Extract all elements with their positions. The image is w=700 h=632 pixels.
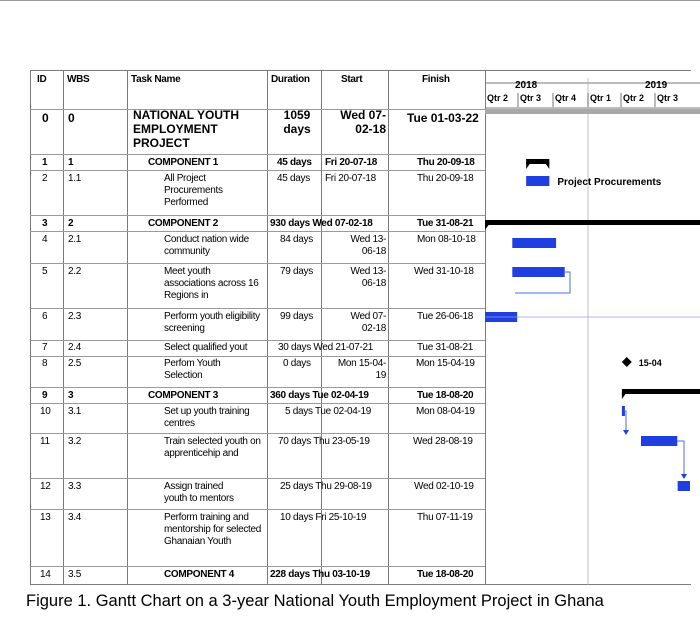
row-10-task: Set up youth training centres [164, 406, 250, 429]
row-sep [30, 433, 485, 434]
row-9-wbs: 3 [68, 390, 74, 401]
row-9-task: COMPONENT 3 [148, 390, 219, 401]
row-2-id: 2 [42, 173, 48, 184]
year-label-2019: 2019 [645, 80, 668, 91]
col-sep [127, 70, 128, 585]
row-10-id: 10 [40, 406, 51, 417]
row-12-id: 12 [40, 481, 51, 492]
row-8-finish: Mon 15-04-19 [416, 358, 475, 369]
row-5-duration: 79 days [280, 266, 313, 277]
row-0-start: Wed 07-02-18 [340, 108, 386, 136]
row-sep [30, 356, 485, 357]
figure-caption: Figure 1. Gantt Chart on a 3-year National Youth Employment Project in Ghana [26, 592, 604, 610]
row-8-id: 8 [42, 358, 48, 369]
row-0-finish: Tue 01-03-22 [407, 111, 479, 125]
row-sep [30, 154, 485, 155]
row-1-wbs: 1 [68, 157, 74, 168]
row-sep [30, 509, 485, 510]
row-6-task: Perform youth eligibility screening [164, 311, 260, 334]
row-6-id: 6 [42, 311, 48, 322]
row-sep [30, 215, 485, 216]
summary-bar-project [485, 109, 700, 114]
row-12-duration-start: 25 days Thu 29-08-19 [280, 481, 372, 492]
quarter-label: Qtr 1 [590, 93, 612, 103]
row-6-start: Wed 07-02-18 [350, 311, 386, 334]
row-9-id: 9 [42, 390, 48, 401]
row-2-finish: Thu 20-09-18 [417, 173, 474, 184]
gantt-chart [485, 70, 700, 585]
top-border [0, 0, 700, 1]
header-task-name: Task Name [131, 74, 181, 85]
dependency-link [677, 441, 684, 478]
col-sep [63, 70, 64, 585]
row-1-id: 1 [42, 157, 48, 168]
quarter-label: Qtr 2 [487, 93, 509, 103]
row-7-id: 7 [42, 342, 48, 353]
row-11-id: 11 [40, 436, 50, 447]
row-7-task: Select qualified yout [164, 342, 248, 353]
row-1-start: Fri 20-07-18 [325, 157, 377, 168]
row-sep [30, 566, 485, 567]
row-13-id: 13 [40, 512, 51, 523]
quarter-label: Qtr 2 [623, 93, 645, 103]
row-12-finish: Wed 02-10-19 [414, 481, 474, 492]
header-duration: Duration [271, 74, 310, 85]
row-4-wbs: 2.1 [68, 234, 82, 245]
row-8-wbs: 2.5 [68, 358, 82, 369]
row-12-task: Assign trained youth to mentors [164, 481, 234, 504]
row-1-task: COMPONENT 1 [148, 157, 219, 168]
col-sep [267, 70, 268, 585]
row-8-start: Mon 15-04-19 [337, 358, 386, 381]
row-5-finish: Wed 31-10-18 [414, 266, 474, 277]
task-bar [512, 267, 564, 277]
row-4-finish: Mon 08-10-18 [417, 234, 476, 245]
task-bar-label: Project Procurements [557, 177, 662, 188]
task-bar [641, 436, 677, 446]
row-1-finish: Thu 20-09-18 [417, 157, 475, 168]
year-label-2018: 2018 [515, 80, 538, 91]
row-5-wbs: 2.2 [68, 266, 82, 277]
quarter-label: Qtr 3 [520, 93, 542, 103]
row-5-start: Wed 13-06-18 [350, 266, 386, 289]
header-finish: Finish [422, 74, 450, 85]
row-12-wbs: 3.3 [68, 481, 82, 492]
col-sep [388, 70, 389, 585]
row-10-wbs: 3.1 [68, 406, 82, 417]
row-14-duration-start: 228 days Thu 03-10-19 [270, 569, 370, 580]
summary-bar [622, 389, 700, 394]
task-bar [678, 481, 690, 491]
row-11-finish: Wed 28-08-19 [413, 436, 473, 447]
summary-bar [485, 220, 700, 225]
row-0-wbs: 0 [68, 111, 75, 125]
row-0-task: NATIONAL YOUTH EMPLOYMENT PROJECT [133, 108, 240, 150]
quarter-label: Qtr 3 [657, 93, 679, 103]
row-0-id: 0 [42, 111, 49, 125]
col-sep [321, 70, 322, 585]
row-2-start: Fri 20-07-18 [325, 173, 376, 184]
row-13-wbs: 3.4 [68, 512, 82, 523]
milestone-diamond [622, 357, 632, 367]
row-10-duration-start: 5 days Tue 02-04-19 [285, 406, 372, 417]
row-sep [30, 340, 485, 341]
row-4-id: 4 [42, 234, 48, 245]
row-5-task: Meet youth associations across 16 Regions in [164, 266, 259, 301]
row-7-wbs: 2.4 [68, 342, 82, 353]
row-3-task: COMPONENT 2 [148, 218, 219, 229]
row-4-duration: 84 days [280, 234, 313, 245]
row-11-task: Train selected youth on apprenticehip and [164, 436, 261, 459]
row-4-start: Wed 13-06-18 [350, 234, 386, 257]
row-9-finish: Tue 18-08-20 [417, 390, 474, 401]
row-4-task: Conduct nation wide community [164, 234, 249, 257]
row-6-finish: Tue 26-06-18 [417, 311, 474, 322]
row-3-id: 3 [42, 218, 48, 229]
header-start: Start [341, 74, 363, 85]
row-1-duration: 45 days [277, 157, 312, 168]
row-9-duration-start: 360 days Tue 02-04-19 [270, 390, 369, 401]
row-14-task: COMPONENT 4 [164, 569, 235, 580]
quarter-label: Qtr 4 [555, 93, 577, 103]
milestone-label: 15-04 [638, 358, 662, 368]
row-2-wbs: 1.1 [68, 173, 82, 184]
summary-cap-right [544, 162, 549, 169]
header-id: ID [37, 74, 47, 85]
row-sep [30, 170, 485, 171]
row-11-duration-start: 70 days Thu 23-05-19 [278, 436, 370, 447]
row-7-duration-start: 30 days Wed 21-07-21 [278, 342, 374, 353]
row-3-finish: Tue 31-08-21 [417, 218, 474, 229]
row-sep [30, 403, 485, 404]
row-14-finish: Tue 18-08-20 [417, 569, 474, 580]
row-2-duration: 45 days [277, 173, 310, 184]
row-3-wbs: 2 [68, 218, 74, 229]
row-14-id: 14 [40, 569, 51, 580]
row-sep [30, 387, 485, 388]
dependency-arrow [681, 474, 687, 479]
row-3-duration-start: 930 days Wed 07-02-18 [270, 218, 373, 229]
row-sep [30, 308, 485, 309]
row-sep [30, 478, 485, 479]
row-2-task: All Project Procurements Performed [164, 173, 223, 208]
row-10-finish: Mon 08-04-19 [416, 406, 475, 417]
row-11-wbs: 3.2 [68, 436, 82, 447]
row-7-finish: Tue 31-08-21 [417, 342, 474, 353]
dependency-arrow [623, 430, 629, 435]
header-wbs: WBS [67, 74, 90, 85]
task-bar [526, 176, 549, 186]
row-sep [30, 231, 485, 232]
row-13-task: Perform training and mentorship for selected Ghanaian Youth [164, 512, 262, 547]
row-6-duration: 99 days [280, 311, 313, 322]
row-14-wbs: 3.5 [68, 569, 82, 580]
row-13-finish: Thu 07-11-19 [417, 512, 473, 523]
row-6-wbs: 2.3 [68, 311, 82, 322]
row-0-duration: 1059 days [283, 108, 311, 136]
row-5-id: 5 [42, 266, 48, 277]
row-13-duration-start: 10 days Fri 25-10-19 [280, 512, 367, 523]
row-8-duration: 0 days [283, 358, 311, 369]
task-bar [512, 238, 556, 248]
row-sep [30, 263, 485, 264]
row-8-task: Perfom Youth Selection [164, 358, 221, 381]
